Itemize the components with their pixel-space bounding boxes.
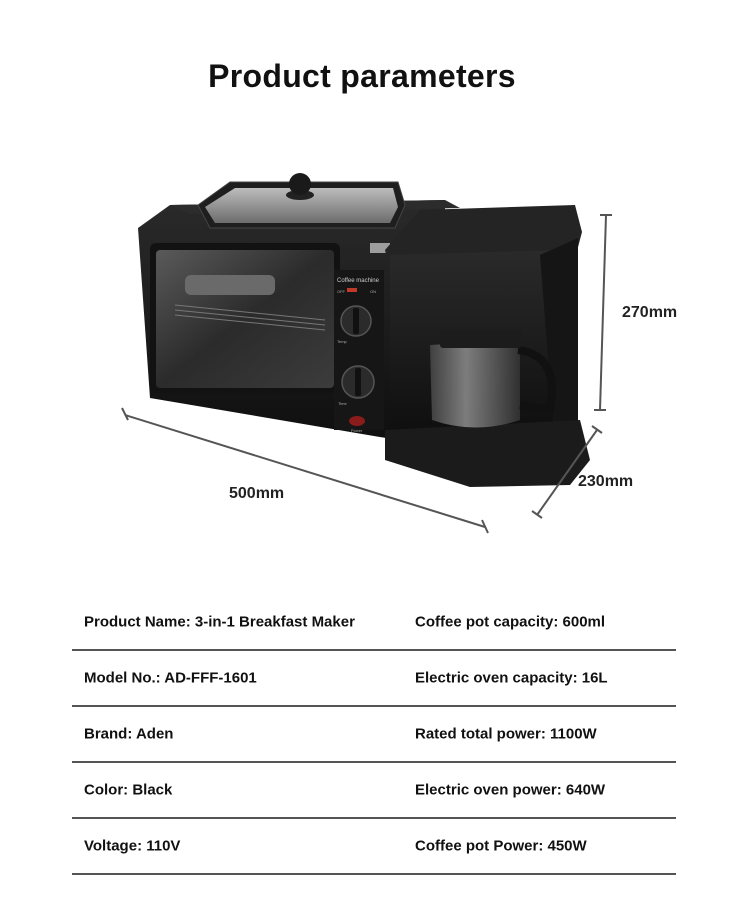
spec-row [72, 763, 676, 819]
power-button [349, 416, 365, 426]
page-title: Product parameters [208, 58, 516, 94]
height-line [600, 215, 606, 410]
spec-row [72, 651, 676, 707]
spec-product-name: Product Name: 3-in-1 Breakfast Maker [84, 613, 355, 631]
spec-row [72, 595, 676, 651]
knob-label-off: OFF [337, 289, 345, 294]
spec-table [72, 595, 676, 875]
power-indicator [347, 288, 357, 292]
control-panel-label: Coffee machine [337, 278, 379, 284]
oven-tray [185, 275, 275, 295]
spec-oven-power: Electric oven power: 640W [415, 781, 606, 799]
height-label: 270mm [622, 304, 678, 321]
spec-voltage: Voltage: 110V [84, 837, 181, 855]
spec-oven-capacity: Electric oven capacity: 16L [415, 669, 608, 687]
product-image [0, 150, 750, 550]
spec-row [72, 707, 676, 763]
spec-coffee-power: Coffee pot Power: 450W [415, 837, 587, 855]
spec-brand: Brand: Aden [84, 725, 174, 743]
knob-label-on: ON [370, 289, 376, 294]
knob-label-temp: Temp [337, 339, 347, 344]
width-label: 500mm [229, 485, 285, 502]
coffee-base [385, 420, 590, 487]
coffee-machine [385, 205, 590, 487]
oven-window [156, 250, 334, 388]
coffee-pot [430, 340, 520, 428]
spec-total-power: Rated total power: 1100W [415, 725, 597, 743]
knob-label-power: Power [351, 428, 363, 433]
control-panel [334, 270, 384, 430]
depth-label: 230mm [578, 473, 634, 490]
spec-color: Color: Black [84, 781, 173, 799]
lid-knob [289, 173, 311, 195]
spec-coffee-capacity: Coffee pot capacity: 600ml [415, 613, 606, 631]
spec-row [72, 819, 676, 875]
spec-model-no: Model No.: AD-FFF-1601 [84, 669, 257, 687]
knob-label-time: Time [338, 401, 347, 406]
